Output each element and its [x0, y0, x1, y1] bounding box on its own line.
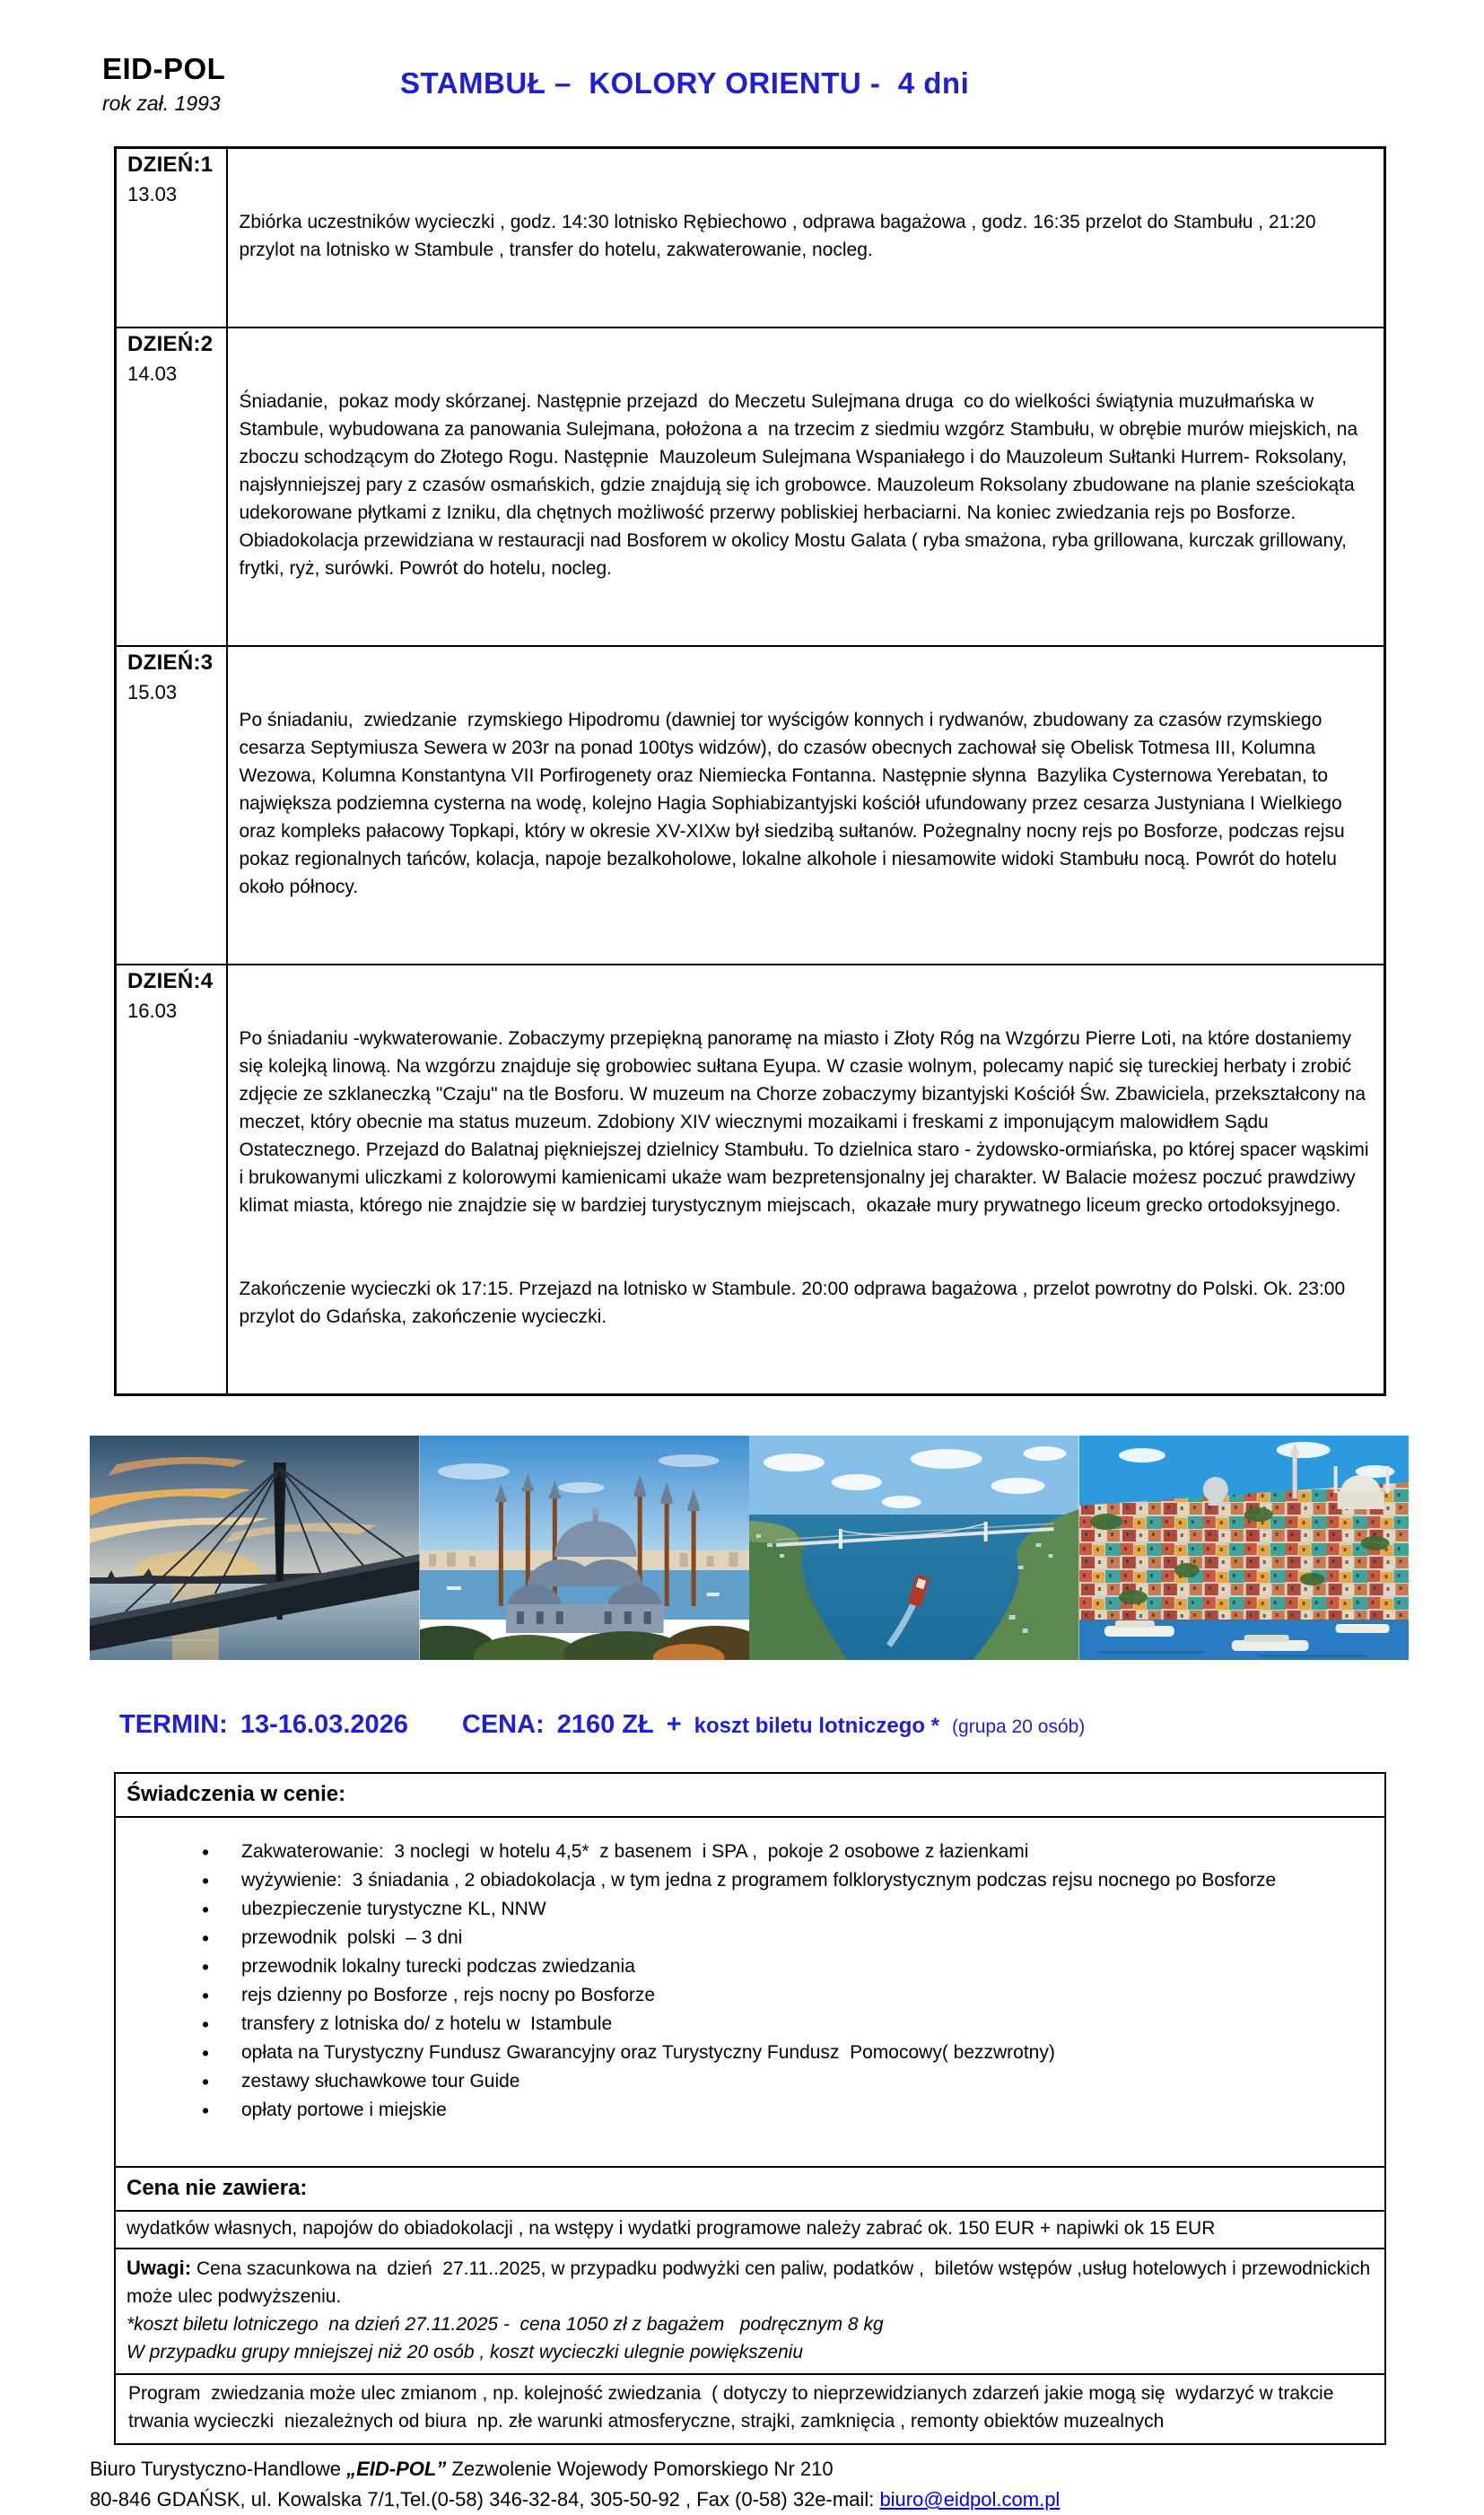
day-label: DZIEŃ:2 [127, 332, 214, 356]
offer-line [119, 1710, 1409, 1740]
list-item: • przewodnik lokalny turecki podczas zwiedzania [202, 1952, 1372, 1981]
termin-label: TERMIN: [119, 1710, 228, 1739]
list-item: • rejs dzienny po Bosforze , rejs nocny po Bosforze [202, 1981, 1372, 2010]
not-included-box [114, 2210, 1386, 2249]
itinerary-table [114, 146, 1386, 1396]
included-title: Świadczenia w cenie: [127, 1782, 346, 1806]
remarks-note-group: W przypadku grupy mniejszej niż 20 osób , koszt wycieczki ulegnie powiększeniu [127, 2342, 804, 2362]
day-label: DZIEŃ:1 [127, 153, 214, 177]
day-description-text: Po śniadaniu, zwiedzanie rzymskiego Hipodromu (dawniej tor wyścigów konnych i rydwanów, zbudowany za czasów rzymskiego cesarza Septymiusza Sewera w 203r na ponad 100tys widzów), do czasów obecnych zachował się Obelisk Totmesa III, Kolumna Wezowa, Kolumna Konstantyna VII Porfirogenety oraz Niemiecka Fontanna. Następnie słynna Bazylika Cysternowa Yerebatan, to największa podziemna cysterna na wodę, kolejno Hagia Sophiabizantyjski kościół ufundowany przez cesarza Justyniana I Wielkiego oraz kompleks pałacowy Topkapi, który w okresie XV-XIXw był siedzibą sułtanów. Pożegnalny nocny rejs po Bosforze, podczas rejsu pokaz regionalnych tańców, kolacja, napoje bezalkoholowe, lokalne alkohole i niesamowite widoki Stambułu nocą. Powrót do hotelu około północy. [239, 710, 1350, 897]
day-date: 13.03 [127, 183, 178, 205]
table-row [116, 646, 1385, 965]
day-description [227, 148, 1385, 328]
day-date: 16.03 [127, 1000, 178, 1022]
day-date: 15.03 [127, 681, 178, 703]
day-label: DZIEŃ:3 [127, 651, 214, 675]
program-note-text: Program zwiedzania może ulec zmianom , np. kolejność zwiedzania ( dotyczy to nieprzewidzianych zdarzeń jakie mogą się wydarzyć w trakcie trwania wycieczki niezależnych od biura np. złe warunki atmosferyczne, strajki, zamknięcia , remonty obiektów muzealnych [128, 2383, 1340, 2432]
remarks-body: Cena szacunkowa na dzień 27.11..2025, w przypadku podwyżki cen paliw, podatków , biletów wstępów ,usług hotelowych i przewodnickich może ulec podwyższeniu. [127, 2258, 1375, 2307]
list-item: • zestawy słuchawkowe tour Guide [202, 2067, 1372, 2096]
day-description [227, 327, 1385, 646]
list-item: • wyżywienie: 3 śniadania , 2 obiadokolacja , w tym jedna z programem folklorystycznym podczas rejsu nocnego po Bosforze [202, 1866, 1372, 1895]
cena-label: CENA: [461, 1710, 545, 1739]
program-note-box [114, 2373, 1386, 2445]
table-row [116, 327, 1385, 646]
remarks-text [127, 2254, 1374, 2310]
table-row [116, 148, 1385, 328]
day-cell [116, 148, 227, 328]
day-cell [116, 646, 227, 965]
day-date: 14.03 [127, 362, 178, 385]
header [90, 52, 1409, 116]
day-label: DZIEŃ:4 [127, 969, 214, 993]
footer-contact: 80-846 GDAŃSK, ul. Kowalska 7/1,Tel.(0-58) 346-32-84, 305-50-92 , Fax (0-58) 32e-mail: [90, 2488, 880, 2511]
cena-value: 2160 ZŁ [556, 1710, 654, 1739]
day-description-text: Śniadanie, pokaz mody skórzanej. Następnie przejazd do Meczetu Sulejmana druga co do wielkości świątynia muzułmańska w Stambule, wybudowana za panowania Sulejmana, położona a na trzecim z siedmiu wzgórz Stambułu, w obrębie murów miejskich, na zboczu schodzącym do Złotego Rogu. Następnie Mauzoleum Sulejmana Wspaniałego i do Mauzoleum Sułtanki Hurrem- Roksolany, najsłynniejszej pary z czasów osmańskich, gdzie znajdują się ich grobowce. Mauzoleum Roksolany zbudowane na planie sześciokąta udekorowane płytkami z Izniku, dla chętnych możliwość przerwy pobliskiej herbaciarni. Na koniec zwiedzania rejs po Bosforze. Obiadokolacja przewidziana w restauracji nad Bosforem w okolicy Mostu Galata ( ryba smażona, ryba grillowana, kurczak grillowany, frytki, ryż, surówki. Powrót do hotelu, nocleg. [239, 391, 1363, 579]
email-link[interactable]: biuro@eidpol.com.pl [879, 2488, 1061, 2511]
termin-value: 13-16.03.2026 [240, 1710, 408, 1739]
day-description [227, 965, 1385, 1395]
page-title: STAMBUŁ – KOLORY ORIENTU - 4 dni [400, 66, 970, 100]
list-item: • przewodnik polski – 3 dni [202, 1924, 1372, 1952]
footer-brand: „EID-POL” [346, 2458, 447, 2480]
day-description-text: Zakończenie wycieczki ok 17:15. Przejazd na lotnisko w Stambule. 20:00 odprawa bagażowa , przelot powrotny do Polski. Ok. 23:00 przylot do Gdańska, zakończenie wycieczki. [239, 1279, 1351, 1327]
list-item: • opłaty portowe i miejskie [202, 2096, 1372, 2125]
list-item: • Zakwaterowanie: 3 noclegi w hotelu 4,5* z basenem i SPA , pokoje 2 osobowe z łazienkami [202, 1838, 1372, 1866]
remarks-note-flight: *koszt biletu lotniczego na dzień 27.11.2025 - cena 1050 zł z bagażem podręcznym 8 kg [127, 2314, 884, 2335]
day-description [227, 646, 1385, 965]
agency-name: EID-POL [102, 52, 226, 85]
photo-balat-colorful-houses [1079, 1436, 1410, 1660]
group-note: (grupa 20 osób) [952, 1716, 1086, 1737]
footer-office: Biuro Turystyczno-Handlowe [90, 2458, 347, 2480]
day-cell [116, 327, 227, 646]
photo-strip [90, 1436, 1409, 1660]
day-cell [116, 965, 227, 1395]
remarks-box [114, 2248, 1386, 2375]
included-header-box [114, 1772, 1386, 1818]
table-row [116, 965, 1385, 1395]
footer-line-2 [90, 2484, 1409, 2515]
list-item: • transfery z lotniska do/ z hotelu w Istambule [202, 2010, 1372, 2039]
day-description-text: Zbiórka uczestników wycieczki , godz. 14:30 lotnisko Rębiechowo , odprawa bagażowa , godz. 16:35 przelot do Stambułu , 21:20 przylot na lotnisko w Stambule , transfer do hotelu, zakwaterowanie, nocleg. [239, 212, 1322, 260]
not-included-title: Cena nie zawiera: [127, 2176, 308, 2200]
plus-text: koszt biletu lotniczego * [694, 1714, 940, 1738]
included-list [116, 1838, 1372, 2125]
agency-founded: rok zał. 1993 [102, 92, 221, 115]
footer [90, 2454, 1409, 2515]
photo-bosphorus-aerial [749, 1436, 1079, 1660]
not-included-text: wydatków własnych, napojów do obiadokolacji , na wstępy i wydatki programowe należy zabrać ok. 150 EUR + napiwki ok 15 EUR [127, 2218, 1216, 2239]
footer-line-1 [90, 2454, 1409, 2484]
list-item: • ubezpieczenie turystyczne KL, NNW [202, 1895, 1372, 1924]
photo-golden-horn-bridge-sunset [90, 1436, 420, 1660]
footer-license: Zezwolenie Wojewody Pomorskiego Nr 210 [446, 2458, 834, 2480]
photo-blue-mosque [420, 1436, 750, 1660]
day-description-text: Po śniadaniu -wykwaterowanie. Zobaczymy przepiękną panoramę na miasto i Złoty Róg na Wzgórzu Pierre Loti, na które dostaniemy się kolejką linową. Na wzgórzu znajduje się grobowiec sułtana Eyupa. W czasie wolnym, polecamy napić się tureckiej herbaty i zrobić zdjęcie ze szklaneczką "Czaju" na tle Bosforu. W muzeum na Chorze zobaczymy bizantyjski Kościół Św. Zbawiciela, przekształcony na meczet, który obecnie ma status muzeum. Zdobiony XIV wiecznymi mozaikami i freskami z imponującym malowidłem Sądu Ostatecznego. Przejazd do Balatnaj piękniejszej dzielnicy Stambułu. To dzielnica staro - żydowsko-ormiańska, po której spacer wąskimi i brukowanymi uliczkami z kolorowymi kamienicami ukaże wam bezpretensjonalny jej charakter. W Balacie możesz poczuć prawdziwy klimat miasta, którego nie znajdzie się w bardziej turystycznym miejscach, okazałe mury prywatnego liceum grecko ortodoksyjnego. [239, 1028, 1375, 1216]
list-item: • opłata na Turystyczny Fundusz Gwarancyjny oraz Turystyczny Fundusz Pomocowy( bezzwrotny) [202, 2039, 1372, 2067]
included-list-box [114, 1816, 1386, 2168]
plus-sign: + [666, 1710, 682, 1739]
agency-brand [102, 52, 282, 116]
remarks-label: Uwagi: [127, 2257, 192, 2279]
not-included-header-box [114, 2166, 1386, 2212]
